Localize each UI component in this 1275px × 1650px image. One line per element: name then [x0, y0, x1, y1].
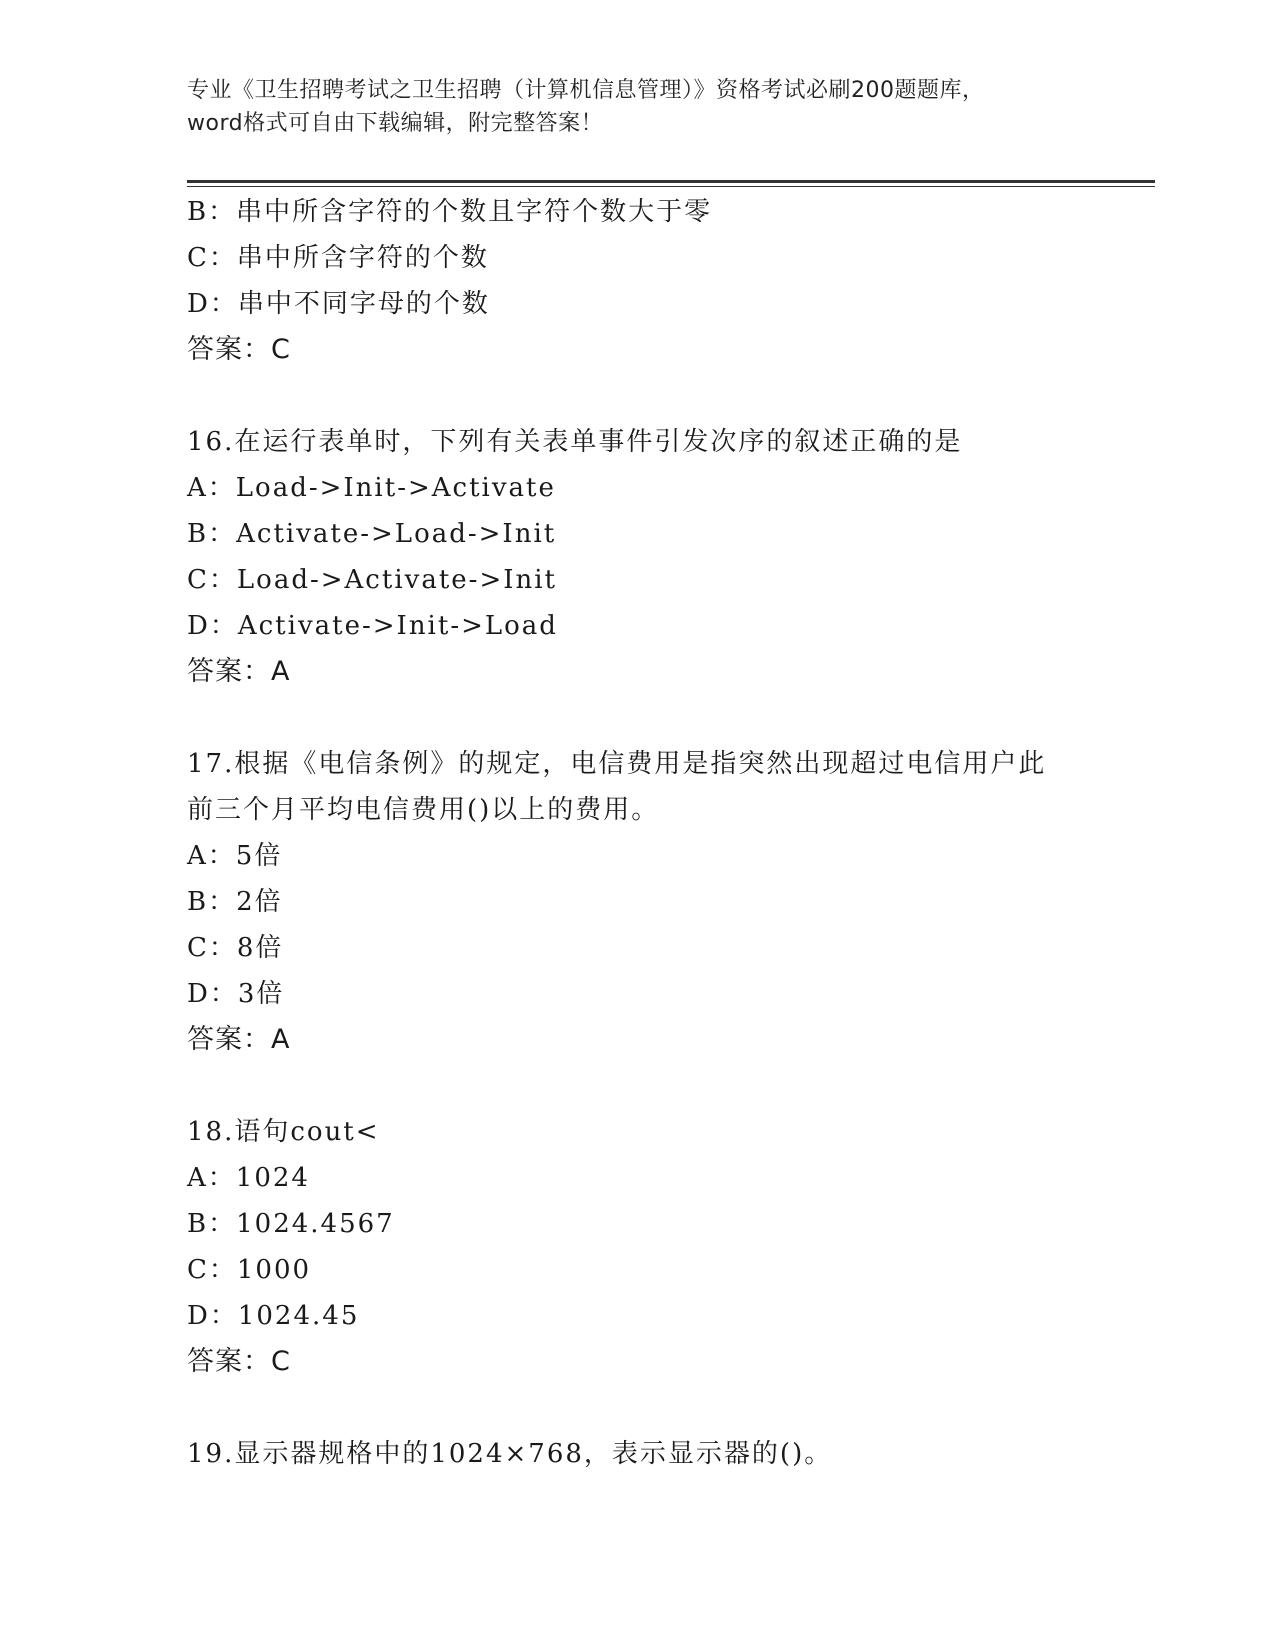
header-divider-thin: [187, 186, 1155, 187]
answer: 答案：C: [187, 1346, 291, 1377]
question-stem: 19.显示器规格中的1024×768，表示显示器的()。: [187, 1439, 833, 1469]
answer: 答案：A: [187, 656, 291, 687]
option-a: A：5倍: [187, 841, 283, 871]
header-divider-thick: [187, 180, 1155, 183]
document-header: [187, 74, 1087, 140]
option-b: B：Activate->Load->Init: [187, 519, 557, 549]
question-stem: 18.语句cout<: [187, 1117, 380, 1147]
option-d: D：串中不同字母的个数: [187, 289, 490, 319]
option-d: D：3倍: [187, 979, 285, 1009]
option-b: B：2倍: [187, 887, 283, 917]
question-stem: 16.在运行表单时，下列有关表单事件引发次序的叙述正确的是: [187, 427, 963, 457]
question-list: [187, 189, 1147, 1477]
question-19: [187, 1431, 1147, 1477]
option-c: C：1000: [187, 1255, 312, 1285]
option-a: A：1024: [187, 1163, 310, 1193]
answer: 答案：A: [187, 1024, 291, 1055]
question-18: [187, 1109, 1147, 1385]
option-b: B：串中所含字符的个数且字符个数大于零: [187, 197, 713, 227]
answer: 答案：C: [187, 334, 291, 365]
option-b: B：1024.4567: [187, 1209, 395, 1239]
option-c: C：串中所含字符的个数: [187, 243, 489, 273]
option-c: C：8倍: [187, 933, 284, 963]
question-stem-line-1: 17.根据《电信条例》的规定，电信费用是指突然出现超过电信用户此: [187, 749, 1047, 779]
header-line-2: word格式可自由下载编辑，附完整答案！: [187, 111, 604, 136]
option-d: D：1024.45: [187, 1301, 360, 1331]
question-stem-line-2: 前三个月平均电信费用()以上的费用。: [187, 795, 660, 825]
option-a: A：Load->Init->Activate: [187, 473, 556, 503]
question-16: [187, 419, 1147, 695]
question-17: [187, 741, 1147, 1063]
option-d: D：Activate->Init->Load: [187, 611, 558, 641]
option-c: C：Load->Activate->Init: [187, 565, 558, 595]
header-line-1: 专业《卫生招聘考试之卫生招聘（计算机信息管理）》资格考试必刷200题题库，: [187, 78, 985, 103]
question-15: [187, 189, 1147, 373]
